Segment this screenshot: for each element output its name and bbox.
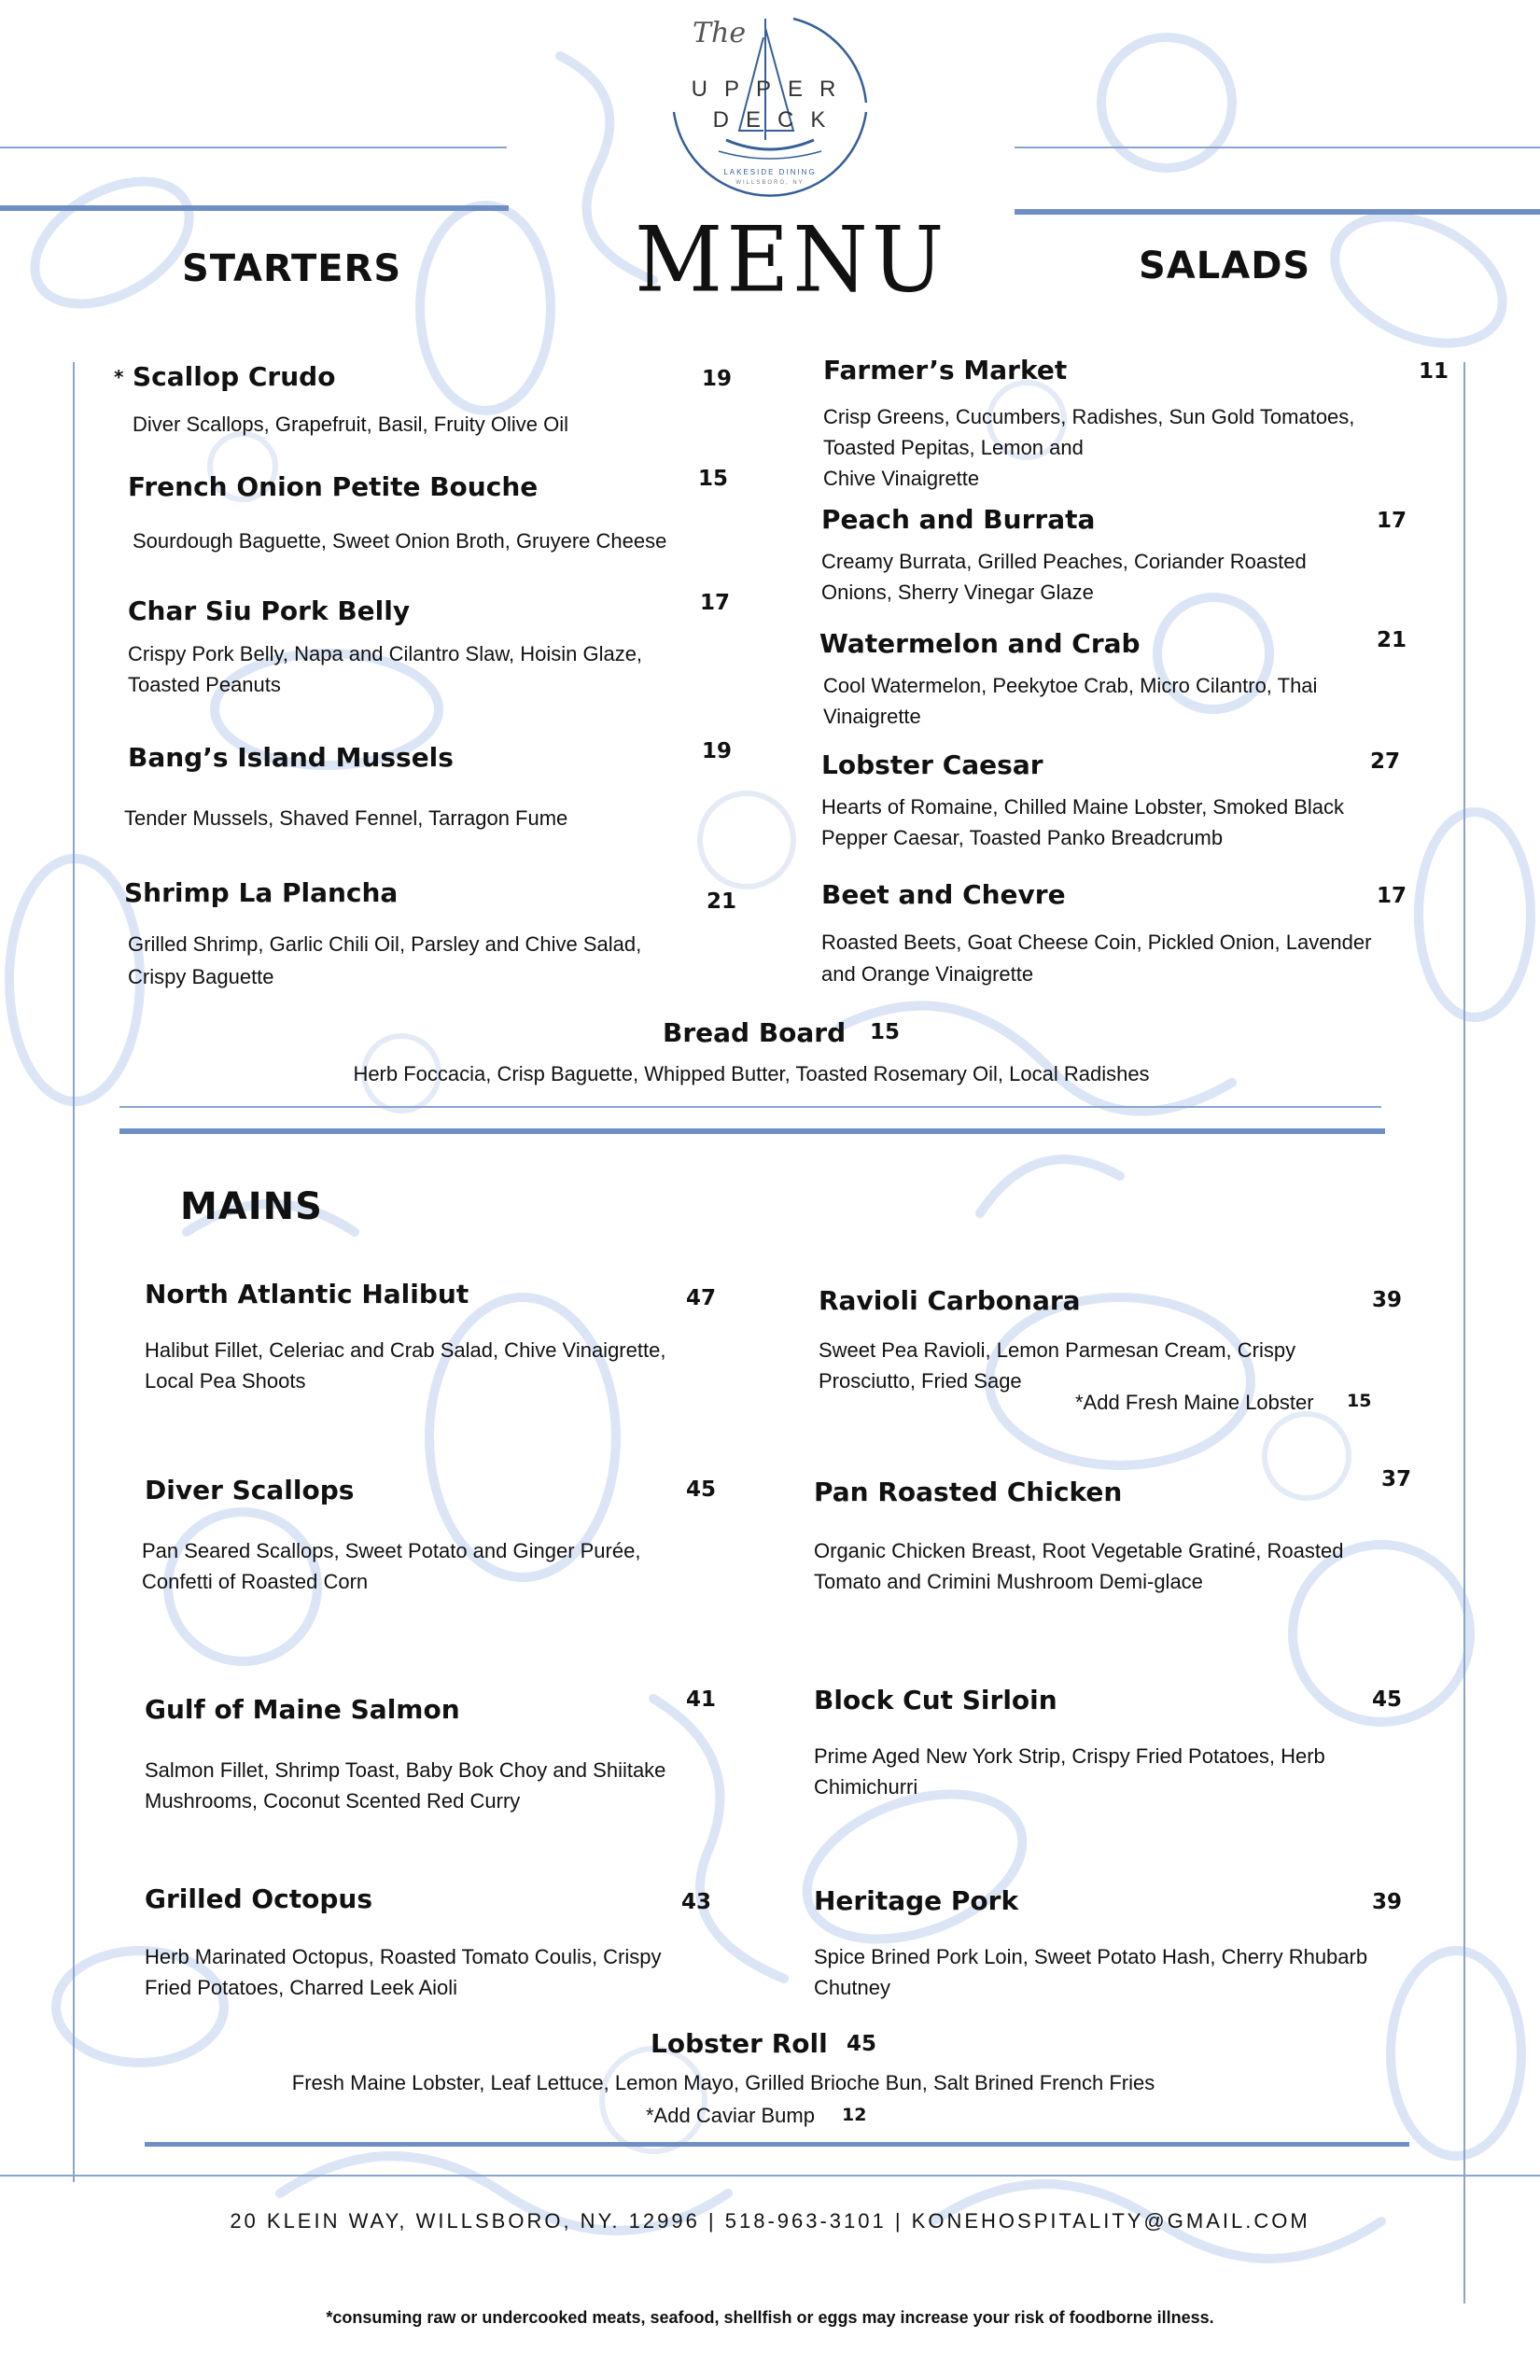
- item-name: Lobster Roll: [651, 2028, 828, 2059]
- item-description: Tender Mussels, Shaved Fennel, Tarragon Fume: [124, 806, 568, 830]
- item-description-line3: Chive Vinaigrette: [823, 467, 980, 490]
- item-description-line2: Fried Potatoes, Charred Leek Aioli: [145, 1976, 458, 1999]
- item-name: Shrimp La Plancha: [124, 877, 399, 908]
- addon-price: 12: [842, 2105, 867, 2125]
- item-description-line1: Herb Marinated Octopus, Roasted Tomato Coulis, Crispy: [145, 1945, 662, 1968]
- header-rule-right-thin: [1015, 147, 1540, 148]
- salads-heading: SALADS: [1139, 245, 1311, 287]
- item-price: 37: [1381, 1467, 1412, 1491]
- item-price: 11: [1419, 359, 1449, 384]
- item-name: Watermelon and Crab: [819, 628, 1141, 659]
- divider-thin-mid: [119, 1106, 1381, 1108]
- item-description: Fresh Maine Lobster, Leaf Lettuce, Lemon Mayo, Grilled Brioche Bun, Salt Brined French Fries: [291, 2071, 1155, 2094]
- menu-title: MENU: [635, 207, 948, 313]
- divider-thick-bottom: [145, 2142, 1409, 2147]
- logo-tagline: LAKESIDE DINING: [723, 168, 817, 176]
- item-price: 45: [847, 2032, 877, 2056]
- starter-mark: *: [114, 366, 124, 388]
- item-description-line2: Confetti of Roasted Corn: [142, 1570, 369, 1593]
- item-name: Heritage Pork: [814, 1885, 1019, 1916]
- item-description-line1: Cool Watermelon, Peekytoe Crab, Micro Cilantro, Thai: [823, 674, 1318, 697]
- header-rule-right-thick: [1015, 209, 1540, 215]
- addon-price: 15: [1347, 1391, 1372, 1411]
- item-name: Bread Board: [663, 1017, 847, 1048]
- item-description-line1: Crispy Pork Belly, Napa and Cilantro Slaw, Hoisin Glaze,: [128, 642, 643, 665]
- item-description-line2: Local Pea Shoots: [145, 1369, 306, 1393]
- footer-address: 20 KLEIN WAY, WILLSBORO, NY. 12996 | 518-963-3101 | KONEHOSPITALITY@GMAIL.COM: [230, 2209, 1310, 2233]
- item-description-line2: Toasted Pepitas, Lemon and: [823, 436, 1084, 459]
- item-description-line1: Salmon Fillet, Shrimp Toast, Baby Bok Choy and Shiitake: [145, 1758, 666, 1782]
- item-name: Farmer’s Market: [823, 355, 1068, 385]
- item-name: French Onion Petite Bouche: [128, 471, 539, 502]
- item-price: 41: [686, 1687, 717, 1712]
- item-name: Pan Roasted Chicken: [814, 1477, 1123, 1507]
- item-name: Grilled Octopus: [145, 1883, 373, 1914]
- item-price: 21: [1377, 628, 1407, 652]
- logo-script: The: [693, 17, 747, 49]
- item-name: Block Cut Sirloin: [814, 1685, 1057, 1715]
- item-name: Lobster Caesar: [821, 749, 1043, 780]
- footer-rule: [0, 2175, 1540, 2177]
- item-price: 15: [870, 1020, 901, 1044]
- addon-label: *Add Fresh Maine Lobster: [1075, 1391, 1314, 1414]
- item-description-line1: Halibut Fillet, Celeriac and Crab Salad, Chive Vinaigrette,: [145, 1338, 666, 1362]
- item-description-line2: Toasted Peanuts: [128, 673, 281, 696]
- item-description-line2: Prosciutto, Fried Sage: [819, 1369, 1022, 1393]
- logo-line1: UPPER: [691, 77, 853, 102]
- item-name: Beet and Chevre: [821, 879, 1066, 910]
- footer-disclaimer: *consuming raw or undercooked meats, seafood, shellfish or eggs may increase your risk of foodborne illness.: [326, 2308, 1214, 2327]
- item-price: 21: [707, 889, 737, 914]
- item-name: Char Siu Pork Belly: [128, 595, 411, 626]
- item-name: Diver Scallops: [145, 1475, 355, 1505]
- addon-label: *Add Caviar Bump: [646, 2104, 815, 2127]
- item-description-line1: Crisp Greens, Cucumbers, Radishes, Sun Gold Tomatoes,: [823, 405, 1355, 428]
- item-description-line2: Vinaigrette: [823, 705, 921, 728]
- item-description: Diver Scallops, Grapefruit, Basil, Fruity Olive Oil: [133, 413, 569, 436]
- item-price: 27: [1370, 749, 1401, 774]
- logo-location: WILLSBORO, NY: [735, 180, 805, 186]
- divider-thick-mid: [119, 1128, 1385, 1134]
- item-description-line2: and Orange Vinaigrette: [821, 962, 1034, 986]
- logo-line2: DECK: [712, 107, 843, 133]
- item-price: 19: [702, 367, 733, 391]
- item-price: 19: [702, 739, 733, 763]
- item-description: Herb Foccacia, Crisp Baguette, Whipped Butter, Toasted Rosemary Oil, Local Radishes: [353, 1062, 1150, 1085]
- header-rule-left-thin: [0, 147, 507, 148]
- item-name: Scallop Crudo: [133, 361, 336, 392]
- item-description-line1: Spice Brined Pork Loin, Sweet Potato Hash, Cherry Rhubarb: [814, 1945, 1368, 1968]
- item-description-line1: Creamy Burrata, Grilled Peaches, Coriander Roasted: [821, 550, 1307, 573]
- restaurant-logo: [653, 0, 887, 207]
- starters-heading: STARTERS: [182, 247, 402, 290]
- item-price: 43: [681, 1890, 712, 1914]
- item-description-line1: Roasted Beets, Goat Cheese Coin, Pickled Onion, Lavender: [821, 931, 1372, 954]
- item-name: Peach and Burrata: [821, 504, 1096, 535]
- item-description-line2: Tomato and Crimini Mushroom Demi-glace: [814, 1570, 1203, 1593]
- item-name: Ravioli Carbonara: [819, 1285, 1081, 1316]
- item-description-line2: Chimichurri: [814, 1775, 918, 1799]
- item-name: Gulf of Maine Salmon: [145, 1694, 460, 1725]
- right-border-rule: [1463, 362, 1465, 2303]
- item-description-line2: Crispy Baguette: [128, 965, 274, 988]
- item-price: 45: [1372, 1687, 1403, 1712]
- item-price: 17: [1377, 884, 1407, 908]
- header-rule-left-thick: [0, 205, 509, 211]
- item-description-line1: Hearts of Romaine, Chilled Maine Lobster, Smoked Black: [821, 795, 1345, 819]
- item-price: 39: [1372, 1890, 1403, 1914]
- item-price: 17: [1377, 509, 1407, 533]
- item-price: 45: [686, 1477, 717, 1502]
- item-description-line1: Pan Seared Scallops, Sweet Potato and Ginger Purée,: [142, 1539, 641, 1562]
- item-description-line1: Grilled Shrimp, Garlic Chili Oil, Parsley and Chive Salad,: [128, 932, 642, 956]
- item-description-line1: Organic Chicken Breast, Root Vegetable Gratiné, Roasted: [814, 1539, 1344, 1562]
- item-price: 39: [1372, 1288, 1403, 1312]
- item-name: North Atlantic Halibut: [145, 1279, 469, 1309]
- item-price: 17: [700, 591, 731, 615]
- item-description-line2: Pepper Caesar, Toasted Panko Breadcrumb: [821, 826, 1224, 849]
- item-price: 47: [686, 1286, 717, 1310]
- item-description-line1: Prime Aged New York Strip, Crispy Fried Potatoes, Herb: [814, 1744, 1325, 1768]
- left-border-rule: [73, 362, 75, 2182]
- item-name: Bang’s Island Mussels: [128, 742, 454, 773]
- item-description: Sourdough Baguette, Sweet Onion Broth, Gruyere Cheese: [133, 529, 667, 553]
- item-description-line1: Sweet Pea Ravioli, Lemon Parmesan Cream, Crispy: [819, 1338, 1296, 1362]
- item-description-line2: Mushrooms, Coconut Scented Red Curry: [145, 1789, 521, 1813]
- item-description-line2: Chutney: [814, 1976, 890, 1999]
- mains-heading: MAINS: [180, 1185, 323, 1228]
- item-description-line2: Onions, Sherry Vinegar Glaze: [821, 581, 1094, 604]
- item-price: 15: [698, 467, 729, 491]
